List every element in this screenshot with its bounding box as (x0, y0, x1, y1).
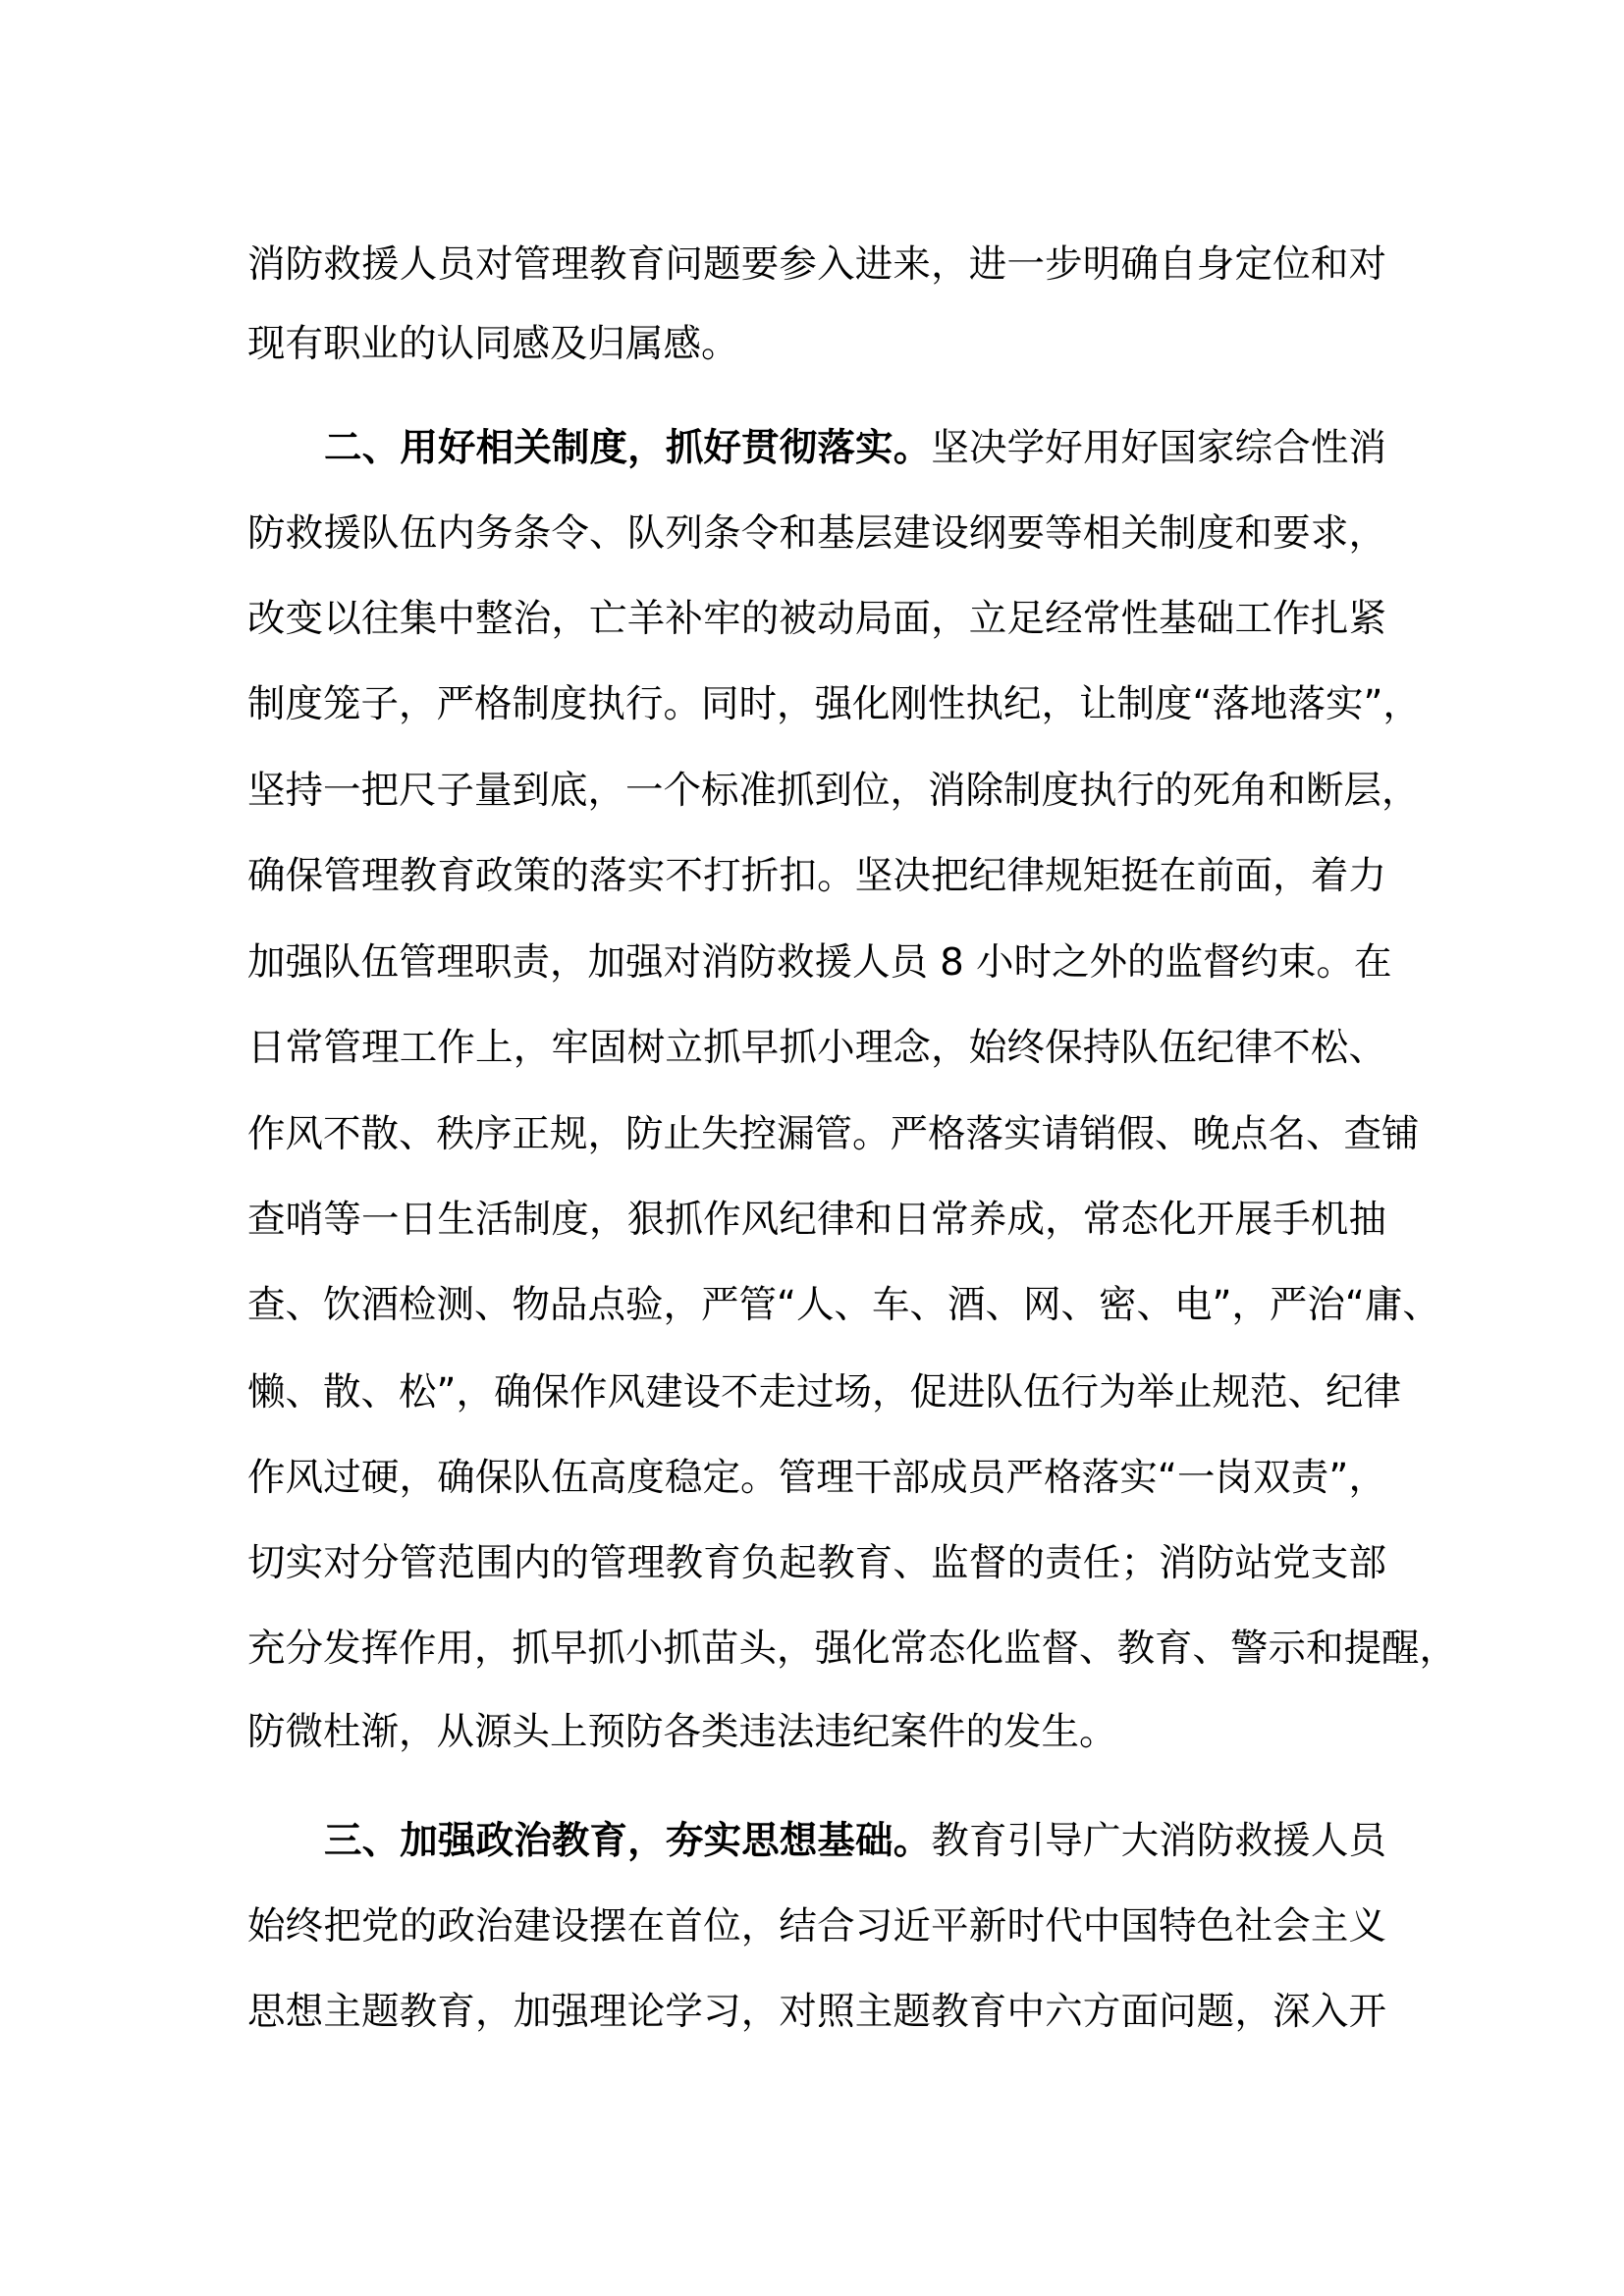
paragraph-2-first-line (247, 419, 1386, 478)
paragraph-2-line: 切实对分管范围内的管理教育负起教育、监督的责任；消防站党支部 (247, 1541, 1386, 1585)
paragraph-2-line: 防微杜渐，从源头上预防各类违法违纪案件的发生。 (247, 1710, 1117, 1754)
paragraph-2-text: 坚决学好用好国家综合性消 (931, 426, 1386, 470)
paragraph-1-line: 消防救援人员对管理教育问题要参入进来，进一步明确自身定位和对 (247, 242, 1386, 287)
paragraph-2-line: 改变以往集中整治，亡羊补牢的被动局面，立足经常性基础工作扎紧 (247, 597, 1386, 641)
paragraph-2-line: 查哨等一日生活制度，狠抓作风纪律和日常养成，常态化开展手机抽 (247, 1198, 1386, 1242)
paragraph-1-line: 现有职业的认同感及归属感。 (247, 322, 739, 366)
paragraph-2-line: 制度笼子，严格制度执行。同时，强化刚性执纪，让制度“落地落实”， (247, 682, 1421, 726)
paragraph-2-line: 防救援队伍内务条令、队列条令和基层建设纲要等相关制度和要求， (247, 511, 1386, 556)
paragraph-2-line: 坚持一把尺子量到底，一个标准抓到位，消除制度执行的死角和断层， (247, 769, 1420, 813)
paragraph-2-line: 日常管理工作上，牢固树立抓早抓小理念，始终保持队伍纪律不松、 (247, 1026, 1386, 1070)
paragraph-3-first-line (247, 1812, 1386, 1871)
paragraph-3-line: 始终把党的政治建设摆在首位，结合习近平新时代中国特色社会主义 (247, 1904, 1386, 1949)
paragraph-2-line: 加强队伍管理职责，加强对消防救援人员 8 小时之外的监督约束。在 (247, 940, 1392, 985)
section-heading-3: 三、加强政治教育，夯实思想基础。 (324, 1819, 932, 1863)
paragraph-3-text: 教育引导广大消防救援人员 (931, 1819, 1386, 1863)
paragraph-3-line: 思想主题教育，加强理论学习，对照主题教育中六方面问题，深入开 (247, 1990, 1386, 2034)
section-heading-2: 二、用好相关制度，抓好贯彻落实。 (324, 426, 932, 470)
paragraph-2-line: 懒、散、松”，确保作风建设不走过场，促进队伍行为举止规范、纪律 (247, 1370, 1401, 1415)
paragraph-2-line: 确保管理教育政策的落实不打折扣。坚决把纪律规矩挺在前面，着力 (247, 854, 1386, 898)
paragraph-2-line: 充分发挥作用，抓早抓小抓苗头，强化常态化监督、教育、警示和提醒， (247, 1627, 1458, 1671)
paragraph-2-line: 查、饮酒检测、物品点验，严管“人、车、酒、网、密、电”，严治“庸、 (247, 1283, 1440, 1327)
paragraph-2-line: 作风不散、秩序正规，防止失控漏管。严格落实请销假、晚点名、查铺 (247, 1112, 1420, 1156)
paragraph-2-line: 作风过硬，确保队伍高度稳定。管理干部成员严格落实“一岗双责”， (247, 1456, 1386, 1500)
